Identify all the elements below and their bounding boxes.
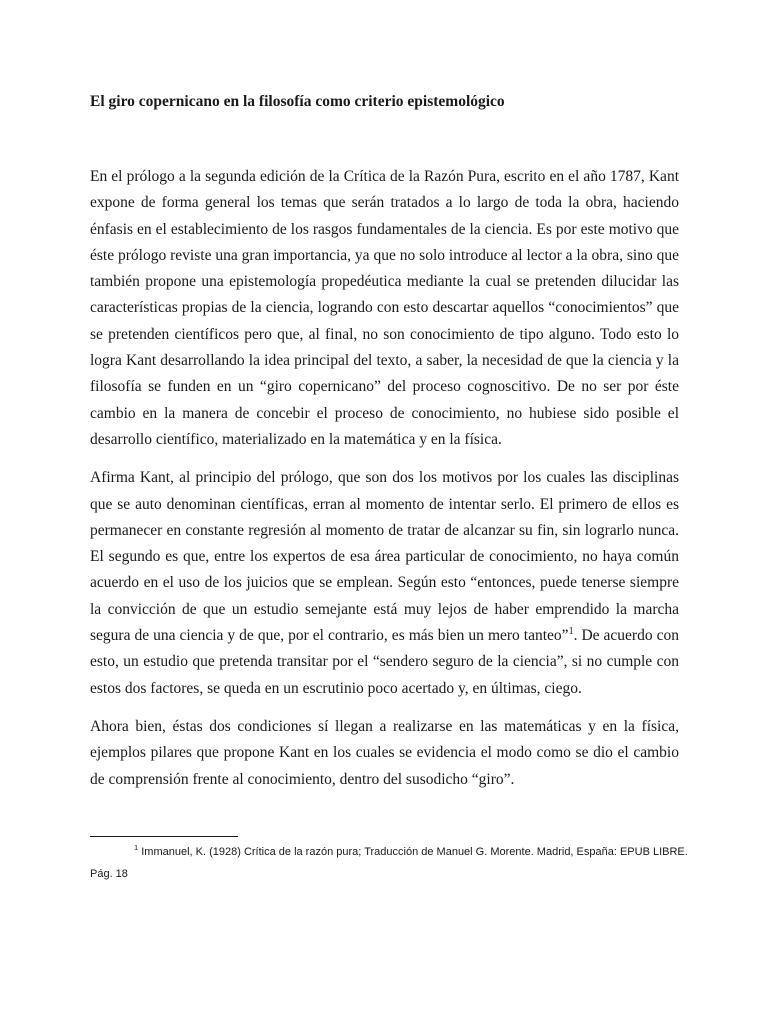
footnote-text: Immanuel, K. (1928) Crítica de la razón pura; Traducción de Manuel G. Morente. Madrid, España: EPUB LIBRE. Pág. 18 <box>90 846 688 880</box>
footnote-reference[interactable]: 1 <box>568 626 574 638</box>
paragraph-2 <box>90 465 679 702</box>
paragraph-2-text-before-ref: Afirma Kant, al principio del prólogo, que son dos los motivos por los cuales las disciplinas que se auto denominan científicas, erran al momento de intentar serlo. El primero de ellos es permanecer en constante regresión al momento de tratar de alcanzar su fin, sin lograrlo nunca. El segundo es que, entre los expertos de esa área particular de conocimiento, no haya común acuerdo en el uso de los juicios que se emplean. Según esto “entonces, puede tenerse siempre la convicción de que un estudio semejante está muy lejos de haber emprendido la marcha segura de una ciencia y de que, por el contrario, es más bien un mero tanteo” <box>90 469 679 645</box>
footnote-separator <box>90 836 238 837</box>
paragraph-3: Ahora bien, éstas dos condiciones sí llegan a realizarse en las matemáticas y en la física, ejemplos pilares que propone Kant en los cuales se evidencia el modo como se dio el cambio de comprensión frente al conocimiento, dentro del susodicho “giro”. <box>90 717 679 788</box>
footnote-number: 1 <box>134 843 139 852</box>
document-body <box>90 164 679 805</box>
footnote <box>90 841 690 885</box>
paragraph-2-text-after-ref: . De acuerdo con esto, un estudio que pretenda transitar por el “sendero seguro de la ciencia”, si no cumple con estos dos factores, se queda en un escrutinio poco acertado y, en últimas, ciego. <box>90 627 679 697</box>
paragraph-1: En el prólogo a la segunda edición de la Crítica de la Razón Pura, escrito en el año 1787, Kant expone de forma general los temas que serán tratados a lo largo de toda la obra, haciendo énfasis en el establecimiento de los rasgos fundamentales de la ciencia. Es por este motivo que éste prólogo reviste una gran importancia, ya que no solo introduce al lector a la obra, sino que también propone una epistemología propedéutica mediante la cual se pretenden dilucidar las características propias de la ciencia, logrando con esto descartar aquellos “conocimientos” que se pretenden científicos pero que, al final, no son conocimiento de tipo alguno. Todo esto lo logra Kant desarrollando la idea principal del texto, a saber, la necesidad de que la ciencia y la filosofía se funden en un “giro copernicano” del proceso cognoscitivo. De no ser por éste cambio en la manera de concebir el proceso de conocimiento, no hubiese sido posible el desarrollo científico, materializado en la matemática y en la física. <box>90 168 679 448</box>
document-title: El giro copernicano en la filosofía como criterio epistemológico <box>90 93 505 110</box>
